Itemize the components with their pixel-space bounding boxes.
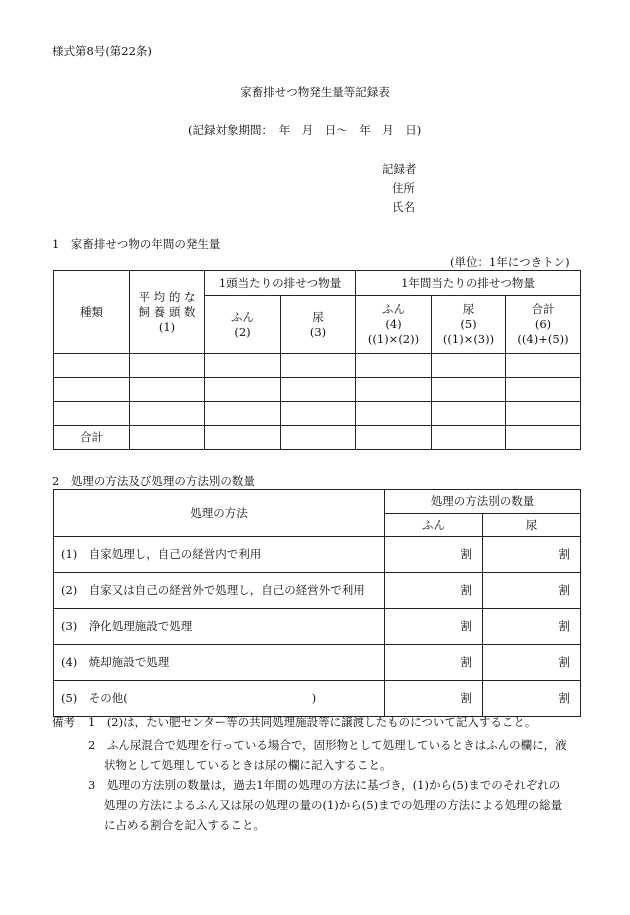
col-quantity-header: 処理の方法別の数量 xyxy=(385,490,581,514)
section1-heading: 1 家畜排せつ物の年間の発生量 xyxy=(52,237,221,251)
urine-ratio-cell[interactable]: 割 xyxy=(483,645,581,681)
feces-ratio-cell[interactable]: 割 xyxy=(385,537,483,573)
method-label: (5) その他( ) xyxy=(54,681,385,717)
group-annual-header: 1年間当たりの排せつ物量 xyxy=(356,271,581,296)
col-method-header: 処理の方法 xyxy=(54,490,385,537)
table-row xyxy=(54,354,581,378)
feces-ratio-cell[interactable]: 割 xyxy=(385,645,483,681)
col-total-annual: 合計 (6) ((4)+(5)) xyxy=(506,296,581,354)
table-row xyxy=(54,645,581,681)
feces-ratio-cell[interactable]: 割 xyxy=(385,573,483,609)
urine-ratio-cell[interactable]: 割 xyxy=(483,609,581,645)
remark-3-line1: 3 処理の方法別の数量は，過去1年間の処理の方法に基づき，(1)から(5)までのそれぞれの xyxy=(88,778,561,792)
feces-ratio-cell[interactable]: 割 xyxy=(385,681,483,717)
feces-ratio-cell[interactable]: 割 xyxy=(385,609,483,645)
section2-heading: 2 処理の方法及び処理の方法別の数量 xyxy=(52,474,255,488)
col-urine-header: 尿 xyxy=(483,514,581,537)
name-label: 氏名 xyxy=(392,200,415,214)
col-urine-per-head: 尿 (3) xyxy=(281,296,356,354)
method-label: (3) 浄化処理施設で処理 xyxy=(54,609,385,645)
col-feces-annual: ふん (4) ((1)×(2)) xyxy=(356,296,432,354)
remark-2-line1: 2 ふん尿混合で処理を行っている場合で，固形物として処理しているときはふんの欄に，液 xyxy=(88,738,567,752)
table-row xyxy=(54,537,581,573)
remark-3-line3: に占める割合を記入すること。 xyxy=(104,818,265,832)
table-row xyxy=(54,573,581,609)
table-row xyxy=(54,609,581,645)
col-average-head-count: 平 均 的 な 飼 養 頭 数 (1) xyxy=(130,271,205,354)
record-period: (記録対象期間： 年 月 日～ 年 月 日) xyxy=(188,123,422,137)
urine-ratio-cell[interactable]: 割 xyxy=(483,681,581,717)
urine-ratio-cell[interactable]: 割 xyxy=(483,537,581,573)
remark-3-line2: 処理の方法によるふん又は尿の処理の量の(1)から(5)までの処理の方法による処理の総量 xyxy=(104,798,563,812)
remark-1: 1 (2)は，たい肥センター等の共同処理施設等に譲渡したものについて記入すること。 xyxy=(88,715,537,729)
table-row xyxy=(54,378,581,402)
total-row-label: 合計 xyxy=(54,426,130,450)
generation-table xyxy=(53,270,581,450)
col-type-header: 種類 xyxy=(54,271,130,354)
unit-label: (単位：1年につきトン) xyxy=(450,255,570,269)
remark-2-line2: 状物として処理しているときは尿の欄に記入すること。 xyxy=(104,758,392,772)
remarks-label: 備考 xyxy=(52,715,75,729)
group-per-head-header: 1頭当たりの排せつ物量 xyxy=(205,271,356,296)
col-urine-annual: 尿 (5) ((1)×(3)) xyxy=(432,296,506,354)
col-feces-per-head: ふん (2) xyxy=(205,296,281,354)
method-label: (2) 自家又は自己の経営外で処理し，自己の経営外で利用 xyxy=(54,573,385,609)
treatment-table xyxy=(53,489,581,717)
form-number: 様式第8号(第22条) xyxy=(52,44,152,58)
method-label: (1) 自家処理し，自己の経営内で利用 xyxy=(54,537,385,573)
table-row xyxy=(54,402,581,426)
col-feces-header: ふん xyxy=(385,514,483,537)
method-label: (4) 焼却施設で処理 xyxy=(54,645,385,681)
recorder-label: 記録者 xyxy=(382,162,417,176)
total-row xyxy=(54,426,581,450)
document-title: 家畜排せつ物発生量等記録表 xyxy=(240,85,390,99)
urine-ratio-cell[interactable]: 割 xyxy=(483,573,581,609)
address-label: 住所 xyxy=(392,181,415,195)
